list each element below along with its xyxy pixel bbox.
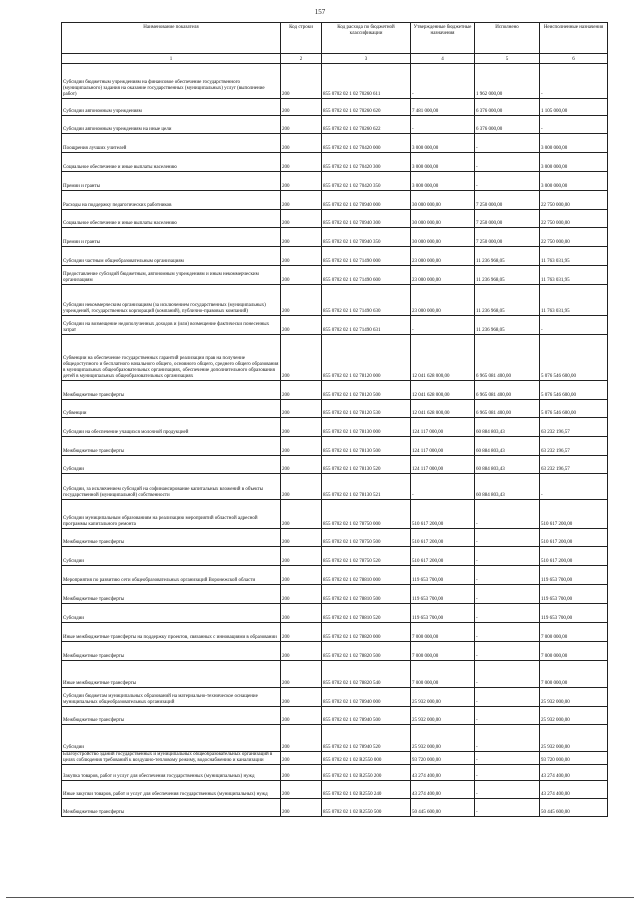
row-classification-code: 855 0702 02 1 02 78820 000 (322, 623, 411, 642)
row-executed: - (475, 781, 540, 799)
row-unexecuted: 7 000 000,00 (540, 623, 608, 642)
table-row (62, 381, 608, 400)
row-name: Субсидии (62, 725, 281, 752)
row-executed: - (475, 134, 540, 153)
row-approved: 12 041 628 000,00 (411, 381, 475, 400)
row-classification-code: 855 0702 02 1 02 78120 000 (322, 335, 411, 381)
column-number: 1 (62, 54, 281, 64)
row-executed: 6 965 081 400,00 (475, 381, 540, 400)
row-name: Иные межбюджетные трансферты (62, 661, 281, 688)
row-classification-code: 855 0702 02 1 02 78940 520 (322, 725, 411, 752)
row-executed: - (475, 153, 540, 172)
row-classification-code: 855 0702 02 1 02 78130 521 (322, 474, 411, 500)
table-row (62, 285, 608, 316)
row-approved: 124 117 000,00 (411, 418, 475, 437)
row-unexecuted: 3 000 000,00 (540, 134, 608, 153)
row-name: Премии и гранты (62, 228, 281, 247)
row-line-code: 200 (281, 381, 322, 400)
row-line-code: 200 (281, 456, 322, 474)
row-executed: - (475, 500, 540, 529)
row-unexecuted: - (540, 316, 608, 335)
table-row (62, 437, 608, 456)
header-executed: Исполнено (475, 23, 540, 54)
row-classification-code: 855 0702 02 1 02 78810 500 (322, 585, 411, 604)
column-number: 6 (540, 54, 608, 64)
row-classification-code: 855 0702 02 1 02 71490 600 (322, 266, 411, 285)
row-line-code: 200 (281, 210, 322, 228)
row-unexecuted: 93 720 000,00 (540, 752, 608, 765)
row-classification-code: 855 0702 02 1 02 78810 520 (322, 604, 411, 623)
row-approved: 3 000 000,00 (411, 134, 475, 153)
row-line-code: 200 (281, 266, 322, 285)
row-classification-code: 855 0702 02 1 02 71490 631 (322, 316, 411, 335)
row-line-code: 200 (281, 799, 322, 817)
row-unexecuted: - (540, 116, 608, 134)
row-name: Субсидии муниципальным образованиям на реализацию мероприятий областной адресной программы капитального ремонта (62, 500, 281, 529)
row-approved: 23 000 000,00 (411, 247, 475, 266)
row-executed: - (475, 688, 540, 707)
row-name: Расходы на поддержку педагогических работников (62, 191, 281, 210)
row-classification-code: 855 0702 02 1 02 R2550 200 (322, 765, 411, 781)
row-line-code: 200 (281, 316, 322, 335)
table-row (62, 228, 608, 247)
row-unexecuted: 22 750 000,00 (540, 228, 608, 247)
header-unexecuted: Неисполненные назначения (540, 23, 608, 54)
row-line-code: 200 (281, 191, 322, 210)
row-classification-code: 855 0702 02 1 02 78120 500 (322, 381, 411, 400)
header-line-code: Код строки (281, 23, 322, 54)
table-row (62, 456, 608, 474)
row-classification-code: 855 0702 02 1 02 78810 000 (322, 566, 411, 585)
row-name: Мероприятия по развитию сети общеобразовательных организаций Воронежской области (62, 566, 281, 585)
table-row (62, 191, 608, 210)
row-unexecuted: 63 232 196,57 (540, 418, 608, 437)
row-executed: 60 884 803,43 (475, 474, 540, 500)
row-approved: - (411, 316, 475, 335)
row-executed: - (475, 765, 540, 781)
row-name: Субсидии (62, 456, 281, 474)
row-executed: - (475, 585, 540, 604)
table-row (62, 153, 608, 172)
column-number: 3 (322, 54, 411, 64)
row-name: Субвенции (62, 400, 281, 418)
row-approved: 23 000 000,00 (411, 266, 475, 285)
row-line-code: 200 (281, 134, 322, 153)
row-line-code: 200 (281, 400, 322, 418)
row-executed: 6 376 000,00 (475, 116, 540, 134)
row-name: Субсидии, за исключением субсидий на софинансирование капитальных вложений в объекты государственной (муниципальной) собственности (62, 474, 281, 500)
row-unexecuted: 11 763 031,95 (540, 285, 608, 316)
table-row (62, 500, 608, 529)
row-classification-code: 855 0702 02 1 02 70940 350 (322, 228, 411, 247)
row-executed: 60 884 803,43 (475, 437, 540, 456)
row-unexecuted: 3 000 000,00 (540, 153, 608, 172)
row-executed: - (475, 707, 540, 725)
table-row (62, 707, 608, 725)
row-line-code: 200 (281, 585, 322, 604)
row-approved: 43 274 400,00 (411, 781, 475, 799)
table-row (62, 661, 608, 688)
row-executed: 6 965 081 400,00 (475, 400, 540, 418)
row-executed: - (475, 529, 540, 547)
table-row (62, 335, 608, 381)
row-classification-code: 855 0702 02 1 02 78130 000 (322, 418, 411, 437)
row-line-code: 200 (281, 172, 322, 191)
row-classification-code: 855 0702 02 1 02 78130 520 (322, 456, 411, 474)
page-number: 157 (314, 8, 326, 16)
row-name: Субсидии автономным учреждениям (62, 99, 281, 116)
row-executed: - (475, 623, 540, 642)
table-row (62, 642, 608, 661)
row-unexecuted: 25 932 000,00 (540, 688, 608, 707)
row-unexecuted: 25 932 000,00 (540, 707, 608, 725)
table-row (62, 172, 608, 191)
row-classification-code: 855 0702 02 1 02 78940 500 (322, 707, 411, 725)
row-executed: - (475, 604, 540, 623)
column-number-row (62, 54, 608, 64)
row-name: Субсидии (62, 547, 281, 566)
table-row (62, 585, 608, 604)
row-name: Иные межбюджетные трансферты на поддержку проектов, связанных с инновациями в образовании (62, 623, 281, 642)
row-name: Субсидии на обеспечение учащихся молочной продукцией (62, 418, 281, 437)
row-executed: - (475, 642, 540, 661)
row-name: Субвенции на обеспечение государственных гарантий реализации прав на получение общедоступного и бесплатного начального общего, основного общего, среднего общего образования в муниципальных общеобразовательных организациях, обеспечение дополнительного образования детей в муниципальных общеобразовательных организациях (62, 335, 281, 381)
row-approved: 124 117 000,00 (411, 456, 475, 474)
row-approved: 119 653 700,00 (411, 604, 475, 623)
row-approved: 30 000 000,00 (411, 228, 475, 247)
row-classification-code: 855 0702 02 1 02 78750 500 (322, 529, 411, 547)
row-name: Субсидии частным общеобразовательным организациям (62, 247, 281, 266)
header-budget-classification: Код расхода по бюджетной классификации (322, 23, 411, 54)
table-row (62, 210, 608, 228)
row-classification-code: 855 0702 02 1 02 78940 000 (322, 688, 411, 707)
row-unexecuted: 7 000 000,00 (540, 642, 608, 661)
row-approved: 7 481 000,00 (411, 99, 475, 116)
row-classification-code: 855 0702 02 1 02 R2550 500 (322, 799, 411, 817)
row-approved: 3 000 000,00 (411, 153, 475, 172)
row-name: Предоставление субсидий бюджетным, автономным учреждениям и иным некоммерческим организациям (62, 266, 281, 285)
row-unexecuted: - (540, 64, 608, 99)
row-line-code: 200 (281, 285, 322, 316)
row-unexecuted: 119 653 700,00 (540, 566, 608, 585)
row-approved: - (411, 116, 475, 134)
row-line-code: 200 (281, 247, 322, 266)
row-unexecuted: 43 274 400,00 (540, 765, 608, 781)
table-row (62, 547, 608, 566)
row-line-code: 200 (281, 153, 322, 172)
table-row (62, 134, 608, 153)
row-classification-code: 855 0702 02 1 02 70420 300 (322, 153, 411, 172)
row-unexecuted: 5 076 546 600,00 (540, 381, 608, 400)
row-unexecuted: 1 105 000,00 (540, 99, 608, 116)
table-row (62, 623, 608, 642)
row-unexecuted: 5 076 546 600,00 (540, 400, 608, 418)
row-line-code: 200 (281, 765, 322, 781)
row-unexecuted: 50 445 600,00 (540, 799, 608, 817)
table-row (62, 529, 608, 547)
row-classification-code: 855 0702 02 1 02 70260 620 (322, 99, 411, 116)
row-line-code: 200 (281, 781, 322, 799)
row-approved: 93 720 000,00 (411, 752, 475, 765)
row-line-code: 200 (281, 688, 322, 707)
row-executed: 11 236 968,05 (475, 316, 540, 335)
header-approved: Утвержденные бюджетные назначения (411, 23, 475, 54)
row-name: Межбюджетные трансферты (62, 529, 281, 547)
row-approved: - (411, 64, 475, 99)
row-executed: 7 250 000,00 (475, 191, 540, 210)
budget-execution-table (61, 22, 608, 817)
row-approved: 25 932 000,00 (411, 707, 475, 725)
row-unexecuted: 11 763 031,95 (540, 266, 608, 285)
row-name: Субсидии бюджетам муниципальных образований на материально-техническое оснащение муниципальных общеобразовательных организаций (62, 688, 281, 707)
row-unexecuted: - (540, 474, 608, 500)
row-unexecuted: 63 232 196,57 (540, 437, 608, 456)
row-executed: 60 884 803,43 (475, 418, 540, 437)
row-unexecuted: 510 617 200,00 (540, 529, 608, 547)
row-unexecuted: 25 932 000,00 (540, 725, 608, 752)
row-unexecuted: 119 653 700,00 (540, 604, 608, 623)
row-approved: 25 932 000,00 (411, 725, 475, 752)
row-classification-code: 855 0702 02 1 02 R2550 240 (322, 781, 411, 799)
row-line-code: 200 (281, 547, 322, 566)
table-row (62, 765, 608, 781)
column-number: 2 (281, 54, 322, 64)
page-bottom-rule (6, 897, 634, 898)
table-row (62, 316, 608, 335)
table-row (62, 116, 608, 134)
row-executed: 11 236 968,05 (475, 285, 540, 316)
row-classification-code: 855 0702 02 1 02 70940 000 (322, 191, 411, 210)
row-line-code: 200 (281, 437, 322, 456)
row-executed: - (475, 566, 540, 585)
row-approved: 7 000 000,00 (411, 623, 475, 642)
row-line-code: 200 (281, 116, 322, 134)
row-classification-code: 855 0702 02 1 02 78120 530 (322, 400, 411, 418)
column-number: 4 (411, 54, 475, 64)
row-name: Межбюджетные трансферты (62, 381, 281, 400)
row-name: Закупка товаров, работ и услуг для обеспечения государственных (муниципальных) нужд (62, 765, 281, 781)
table-row (62, 688, 608, 707)
row-name: Субсидии бюджетным учреждениям на финансовое обеспечение государственного (муниципального) задания на оказание государственных (муниципальных) услуг (выполнение работ) (62, 64, 281, 99)
table-row (62, 247, 608, 266)
row-approved: 23 000 000,00 (411, 285, 475, 316)
row-name: Субсидии некоммерческим организациям (за исключением государственных (муниципальных) учреждений, государственных корпораций (компаний), публично-правовых компаний) (62, 285, 281, 316)
row-unexecuted: 22 750 000,00 (540, 210, 608, 228)
table-row (62, 474, 608, 500)
row-approved: 12 041 628 000,00 (411, 335, 475, 381)
row-unexecuted: 63 232 196,57 (540, 456, 608, 474)
row-line-code: 200 (281, 623, 322, 642)
row-line-code: 200 (281, 529, 322, 547)
row-line-code: 200 (281, 418, 322, 437)
header-indicator-name: Наименование показателя (62, 23, 281, 54)
row-unexecuted: 43 274 400,00 (540, 781, 608, 799)
column-number: 5 (475, 54, 540, 64)
row-unexecuted: 7 000 000,00 (540, 661, 608, 688)
row-unexecuted: 5 076 546 600,00 (540, 335, 608, 381)
row-line-code: 200 (281, 500, 322, 529)
row-classification-code: 855 0702 02 1 02 78130 500 (322, 437, 411, 456)
row-classification-code: 855 0702 02 1 02 70260 611 (322, 64, 411, 99)
row-line-code: 200 (281, 99, 322, 116)
row-name: Социальное обеспечение и иные выплаты населению (62, 153, 281, 172)
row-approved: 30 000 000,00 (411, 191, 475, 210)
row-name: Межбюджетные трансферты (62, 585, 281, 604)
row-executed: - (475, 725, 540, 752)
row-name: Межбюджетные трансферты (62, 642, 281, 661)
row-approved: 124 117 000,00 (411, 437, 475, 456)
table-row (62, 725, 608, 752)
row-unexecuted: 3 000 000,00 (540, 172, 608, 191)
row-name: Межбюджетные трансферты (62, 437, 281, 456)
table-row (62, 266, 608, 285)
table-row (62, 64, 608, 99)
row-executed: - (475, 172, 540, 191)
row-classification-code: 855 0702 02 1 02 R2550 000 (322, 752, 411, 765)
row-line-code: 200 (281, 725, 322, 752)
row-executed: - (475, 547, 540, 566)
row-name: Субсидии автономным учреждениям на иные цели (62, 116, 281, 134)
row-approved: 50 445 600,00 (411, 799, 475, 817)
row-executed: 6 965 081 400,00 (475, 335, 540, 381)
row-classification-code: 855 0702 02 1 02 70940 300 (322, 210, 411, 228)
row-approved: 510 617 200,00 (411, 529, 475, 547)
row-executed: 11 236 968,05 (475, 247, 540, 266)
row-executed: 7 250 000,00 (475, 210, 540, 228)
table-row (62, 566, 608, 585)
row-executed: 7 250 000,00 (475, 228, 540, 247)
row-name: Межбюджетные трансферты (62, 707, 281, 725)
row-classification-code: 855 0702 02 1 02 78750 000 (322, 500, 411, 529)
row-name: Благоустройство зданий государственных и муниципальных общеобразовательных организаций в целях соблюдения требований к воздушно-тепловому режиму, водоснабжению и канализации (62, 752, 281, 765)
row-line-code: 200 (281, 335, 322, 381)
table-row (62, 99, 608, 116)
row-classification-code: 855 0702 02 1 02 78820 500 (322, 642, 411, 661)
row-classification-code: 855 0702 02 1 02 71490 000 (322, 247, 411, 266)
row-line-code: 200 (281, 228, 322, 247)
row-line-code: 200 (281, 604, 322, 623)
row-executed: 60 884 803,43 (475, 456, 540, 474)
header-row (62, 23, 608, 54)
table-row (62, 418, 608, 437)
row-line-code: 200 (281, 566, 322, 585)
row-approved: - (411, 474, 475, 500)
row-unexecuted: 510 617 200,00 (540, 500, 608, 529)
row-line-code: 200 (281, 474, 322, 500)
table-row (62, 604, 608, 623)
row-approved: 25 932 000,00 (411, 688, 475, 707)
row-unexecuted: 11 763 031,95 (540, 247, 608, 266)
row-approved: 7 000 000,00 (411, 661, 475, 688)
table-row (62, 400, 608, 418)
row-executed: - (475, 661, 540, 688)
row-classification-code: 855 0702 02 1 02 78820 540 (322, 661, 411, 688)
row-unexecuted: 22 750 000,00 (540, 191, 608, 210)
row-approved: 119 653 700,00 (411, 585, 475, 604)
row-name: Социальное обеспечение и иные выплаты населению (62, 210, 281, 228)
row-approved: 12 041 628 000,00 (411, 400, 475, 418)
row-classification-code: 855 0702 02 1 02 78750 520 (322, 547, 411, 566)
row-unexecuted: 119 653 700,00 (540, 585, 608, 604)
row-approved: 510 617 200,00 (411, 500, 475, 529)
row-unexecuted: 510 617 200,00 (540, 547, 608, 566)
row-name: Межбюджетные трансферты (62, 799, 281, 817)
row-name: Премии и гранты (62, 172, 281, 191)
row-line-code: 200 (281, 642, 322, 661)
row-line-code: 200 (281, 661, 322, 688)
row-name: Иные закупки товаров, работ и услуг для обеспечения государственных (муниципальных) нужд (62, 781, 281, 799)
row-executed: - (475, 752, 540, 765)
row-name: Субсидии на возмещение недополученных доходов и (или) возмещение фактически понесенных затрат (62, 316, 281, 335)
row-name: Поощрения лучших учителей (62, 134, 281, 153)
row-approved: 43 274 400,00 (411, 765, 475, 781)
row-classification-code: 855 0702 02 1 02 71490 630 (322, 285, 411, 316)
row-classification-code: 855 0702 02 1 02 70260 622 (322, 116, 411, 134)
row-approved: 510 617 200,00 (411, 547, 475, 566)
row-approved: 7 000 000,00 (411, 642, 475, 661)
row-executed: 11 236 968,05 (475, 266, 540, 285)
row-executed: 1 962 000,00 (475, 64, 540, 99)
table-row (62, 752, 608, 765)
row-approved: 119 653 700,00 (411, 566, 475, 585)
row-classification-code: 855 0702 02 1 02 70420 350 (322, 172, 411, 191)
row-executed: - (475, 799, 540, 817)
row-classification-code: 855 0702 02 1 02 70420 000 (322, 134, 411, 153)
row-line-code: 200 (281, 64, 322, 99)
row-line-code: 200 (281, 707, 322, 725)
row-executed: 6 376 000,00 (475, 99, 540, 116)
table-row (62, 781, 608, 799)
row-approved: 3 000 000,00 (411, 172, 475, 191)
row-name: Субсидии (62, 604, 281, 623)
row-line-code: 200 (281, 752, 322, 765)
row-approved: 30 000 000,00 (411, 210, 475, 228)
table-row (62, 799, 608, 817)
